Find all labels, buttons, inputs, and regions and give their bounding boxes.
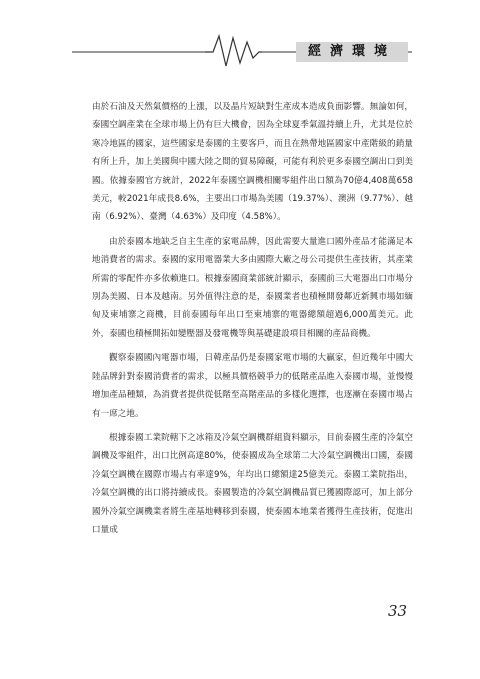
page-header xyxy=(0,30,480,70)
paragraph: 觀察泰國國內電器市場，日韓產品仍是泰國家電市場的大贏家，但近幾年中國大陸品牌針對泰國消費者的需求，以極具價格競爭力的低階產品進入泰國市場，並慢慢增加產品種類，為消費者提供從低階至高階產品的多樣化選擇，也逐漸在泰國市場占有一席之地。 xyxy=(92,353,413,419)
paragraph: 根據泰國工業院轄下之冰箱及冷氣空調機群組資料顯示，目前泰國生產的冷氣空調機及零組件，出口比例高達80%，使泰國成為全球第二大冷氣空調機出口國，泰國冷氣空調機在國際市場占有率達9%，年均出口總額達25億美元。泰國工業院指出，冷氣空調機的出口將持續成長。泰國製造的冷氣空調機品質已獲國際認可，加上部分國外冷氣空調機業者將生產基地轉移到泰國，使泰國本地業者獲得生產技術，促進出口量成 xyxy=(92,432,413,535)
heartbeat-line-ornament xyxy=(0,30,480,70)
page-number: 33 xyxy=(388,602,408,620)
section-label: 經濟環境 xyxy=(296,42,408,62)
body-text xyxy=(92,98,413,545)
paragraph: 由於石油及天然氣價格的上漲，以及晶片短缺對生產成本造成負面影響。無論如何，泰國空調產業在全球市場上仍有巨大機會，因為全球夏季氣溫持續上升，尤其是位於寒冷地區的國家，這些國家是泰國的主要客戶，而且在熱帶地區國家中產階級的銷量有所上升，加上美國與中國大陸之間的貿易障礙，可能有利於更多泰國空調出口到美國。依據泰國官方統計，2022年泰國空調機相關零組件出口額為70億4,408萬658美元，較2021年成長8.6%，主要出口市場為美國（19.37%）、澳洲（9.77%）、越南（6.92%）、臺灣（4.63%）及印度（4.58%）。 xyxy=(92,102,413,223)
paragraph: 由於泰國本地缺乏自主生產的家電品牌，因此需要大量進口國外產品才能滿足本地消費者的需求。泰國的家用電器業大多由國際大廠之母公司提供生產技術，其產業所需的零配件亦多依賴進口。根據泰國商業部統計顯示，泰國前三大電器出口市場分別為美國、日本及越南。另外值得注意的是，泰國業者也積極開發鄰近新興市場如緬甸及柬埔寨之商機，目前泰國每年出口至柬埔寨的電器總額超過6,000萬美元。此外，泰國也積極開拓如變壓器及發電機等與基礎建設項目相關的產品商機。 xyxy=(92,236,413,339)
